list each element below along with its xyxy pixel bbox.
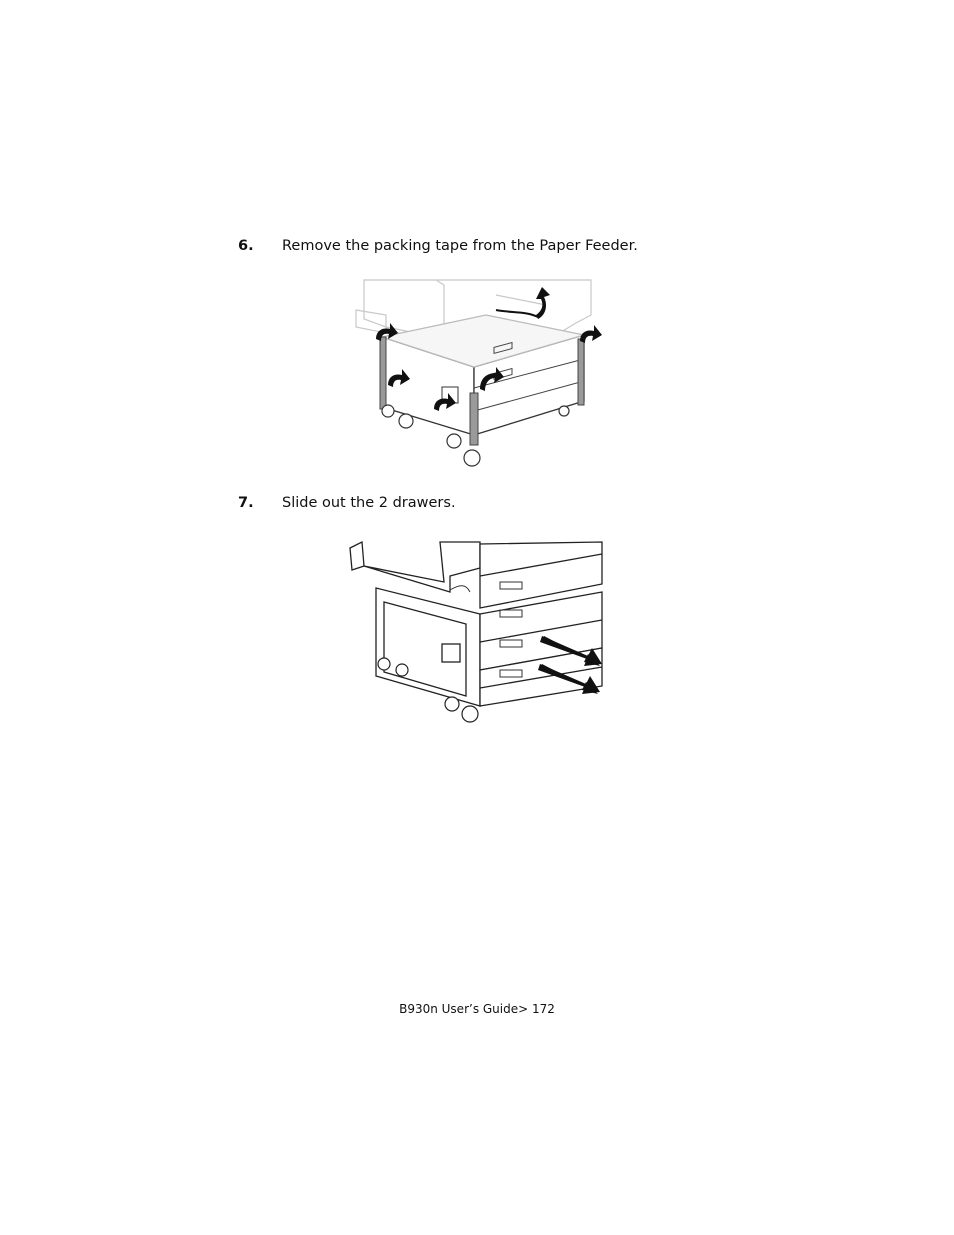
step-text: Remove the packing tape from the Paper Feeder. (282, 238, 638, 254)
step-number: 7. (238, 495, 254, 511)
step-number: 6. (238, 238, 254, 254)
page-footer: B930n User’s Guide> 172 (399, 1002, 555, 1016)
paper-feeder-tape-removal-illustration (346, 275, 612, 471)
step-text: Slide out the 2 drawers. (282, 495, 456, 511)
paper-feeder-drawers-slide-out-illustration (340, 536, 610, 728)
